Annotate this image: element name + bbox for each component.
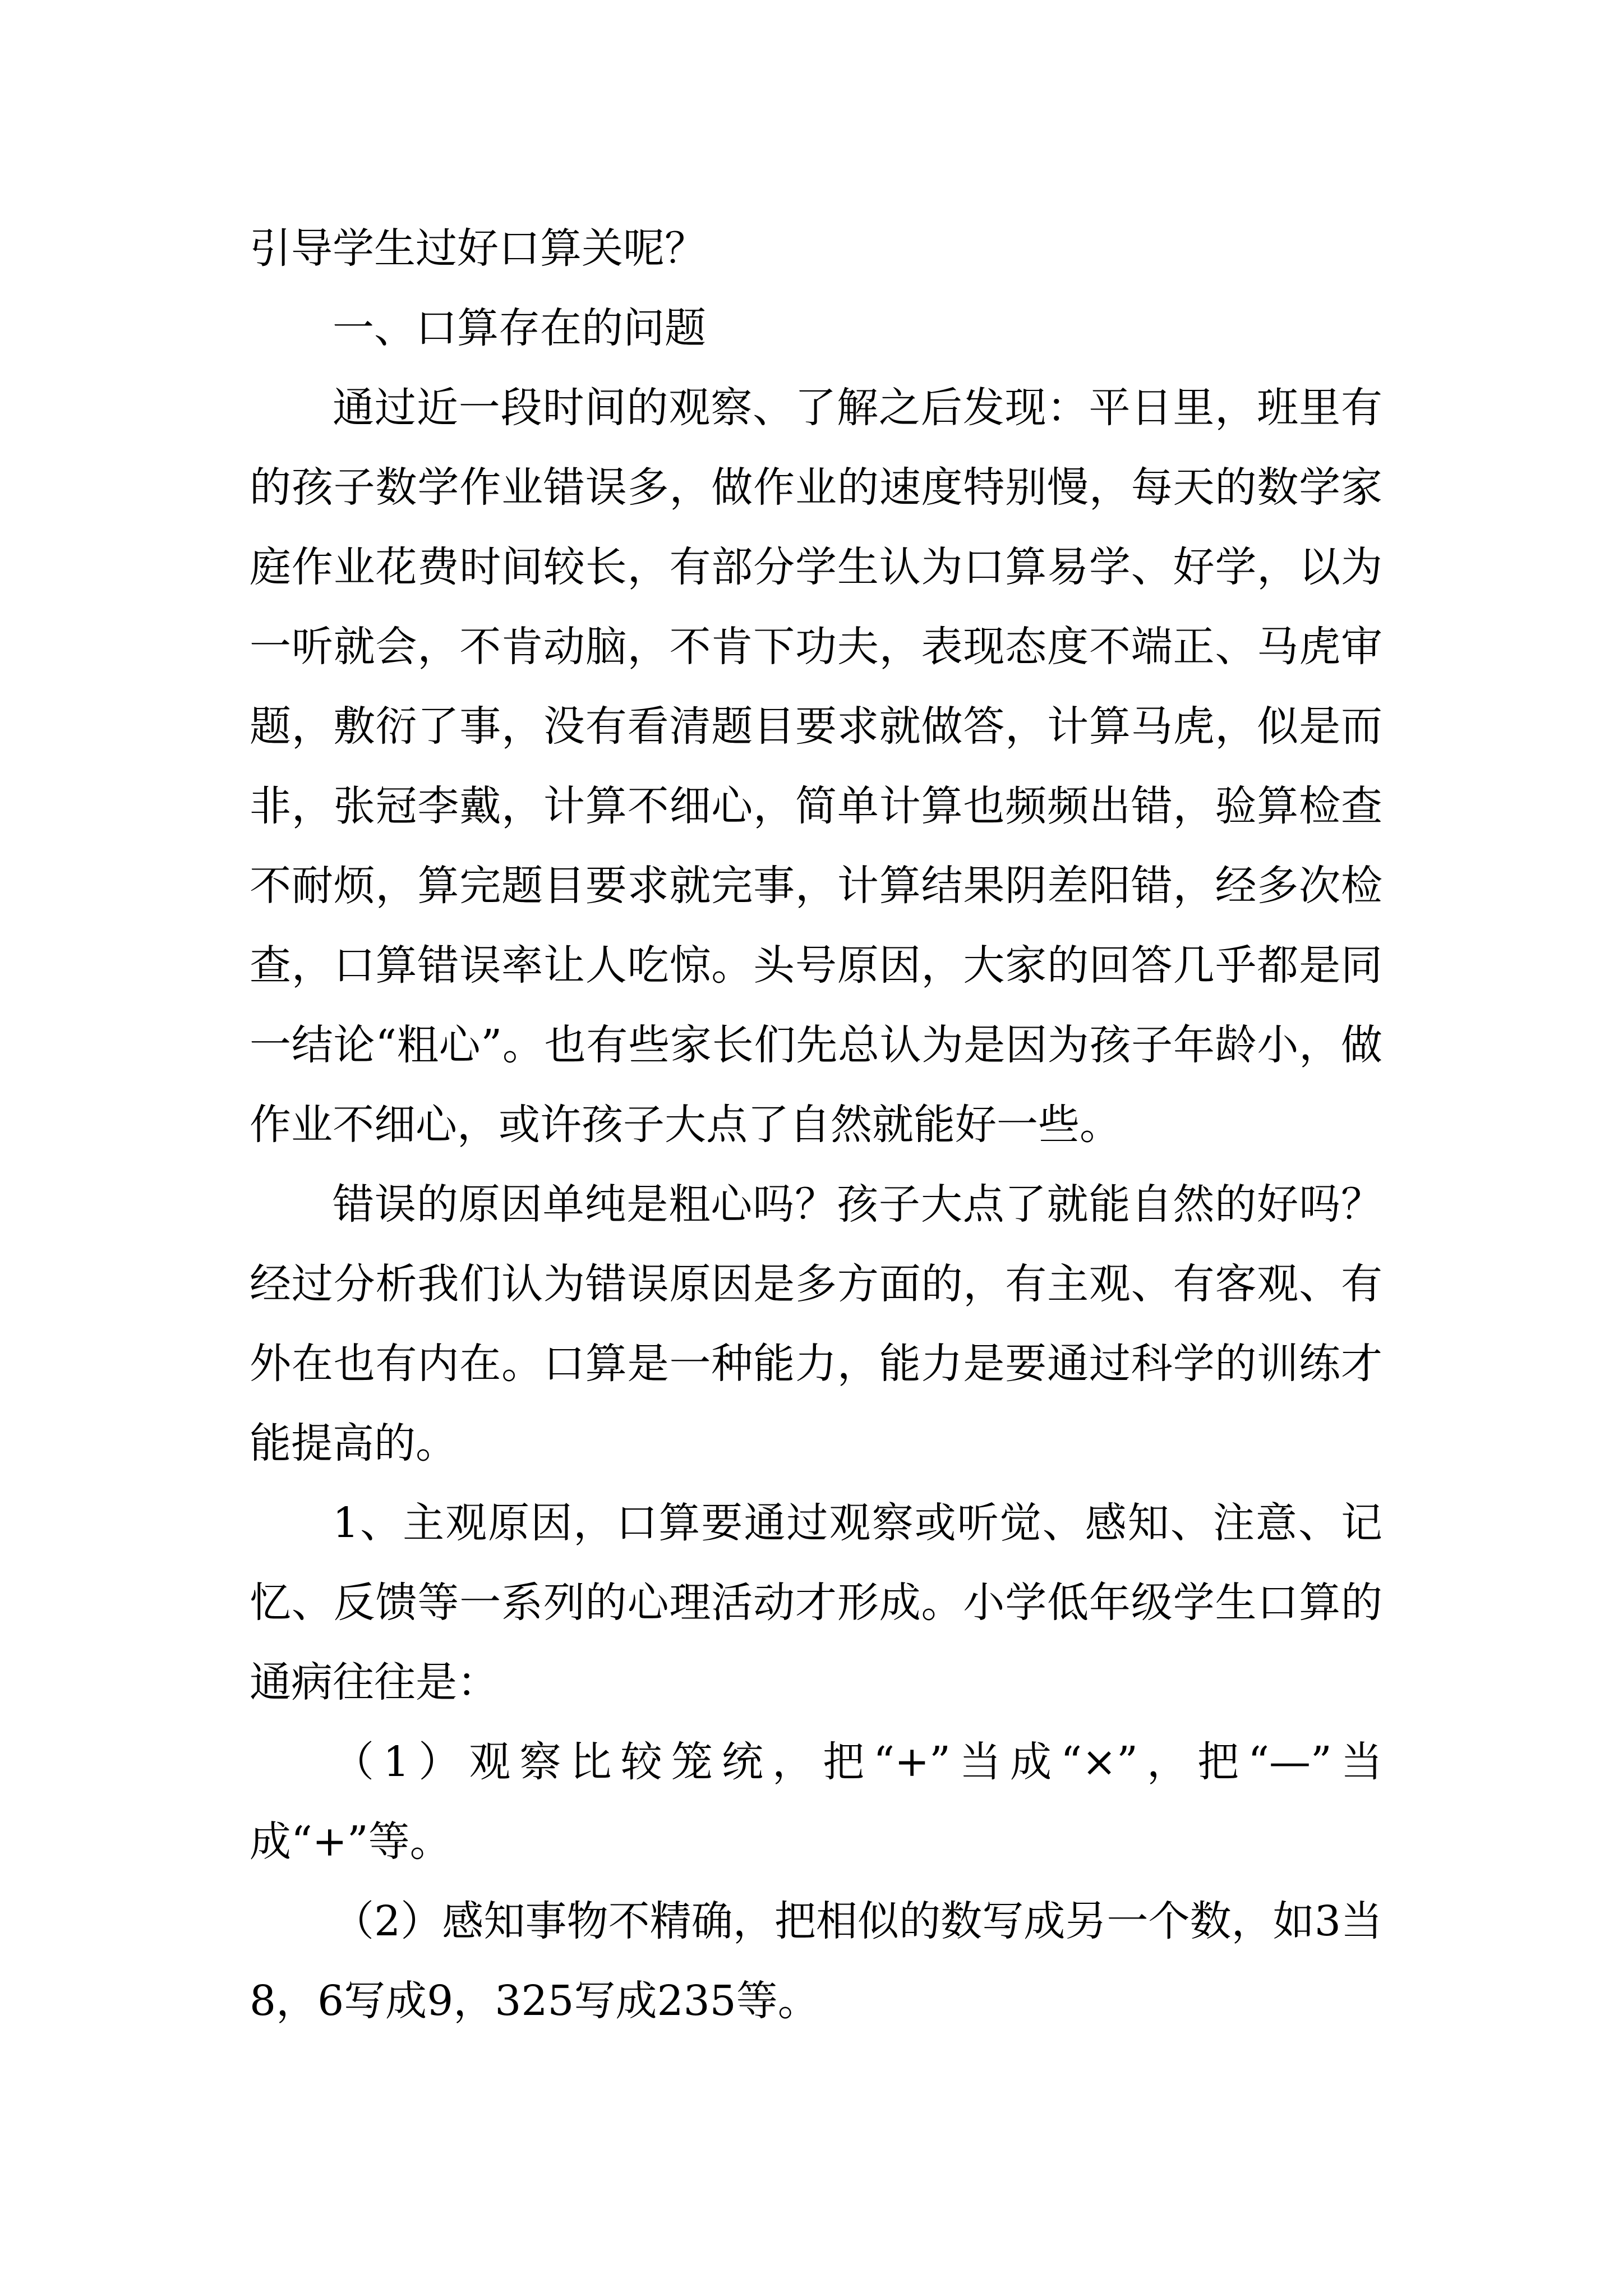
list-item-observation: （1）观察比较笼统，把“+”当成“×”，把“—”当成“+”等。: [250, 1738, 1382, 1866]
paragraph-subjective-cause: 1、主观原因，口算要通过观察或听觉、感知、注意、记忆、反馈等一系列的心理活动才形成。小学低年级学生口算的通病往往是：: [250, 1499, 1382, 1706]
document-body: [250, 209, 1382, 2041]
paragraph-cause-analysis: 错误的原因单纯是粗心吗？孩子大点了就能自然的好吗？经过分析我们认为错误原因是多方面的，有主观、有客观、有外在也有内在。口算是一种能力，能力是要通过科学的训练才能提高的。: [250, 1180, 1382, 1467]
paragraph-continuation: 引导学生过好口算关呢？: [250, 224, 706, 273]
section-heading: 一、口算存在的问题: [333, 304, 706, 352]
list-item-perception: （2）感知事物不精确，把相似的数写成另一个数，如3当8，6写成9，325写成235等。: [250, 1897, 1382, 2025]
paragraph-observation: 通过近一段时间的观察、了解之后发现：平日里，班里有的孩子数学作业错误多，做作业的速度特别慢，每天的数学家庭作业花费时间较长，有部分学生认为口算易学、好学，以为一听就会，不肯动脑，不肯下功夫，表现态度不端正、马虎审题，敷衍了事，没有看清题目要求就做答，计算马虎，似是而非，张冠李戴，计算不细心，简单计算也频频出错，验算检查不耐烦，算完题目要求就完事，计算结果阴差阳错，经多次检查，口算错误率让人吃惊。头号原因，大家的回答几乎都是同一结论“粗心”。也有些家长们先总认为是因为孩子年龄小，做作业不细心，或许孩子大点了自然就能好一些。: [250, 384, 1382, 1149]
